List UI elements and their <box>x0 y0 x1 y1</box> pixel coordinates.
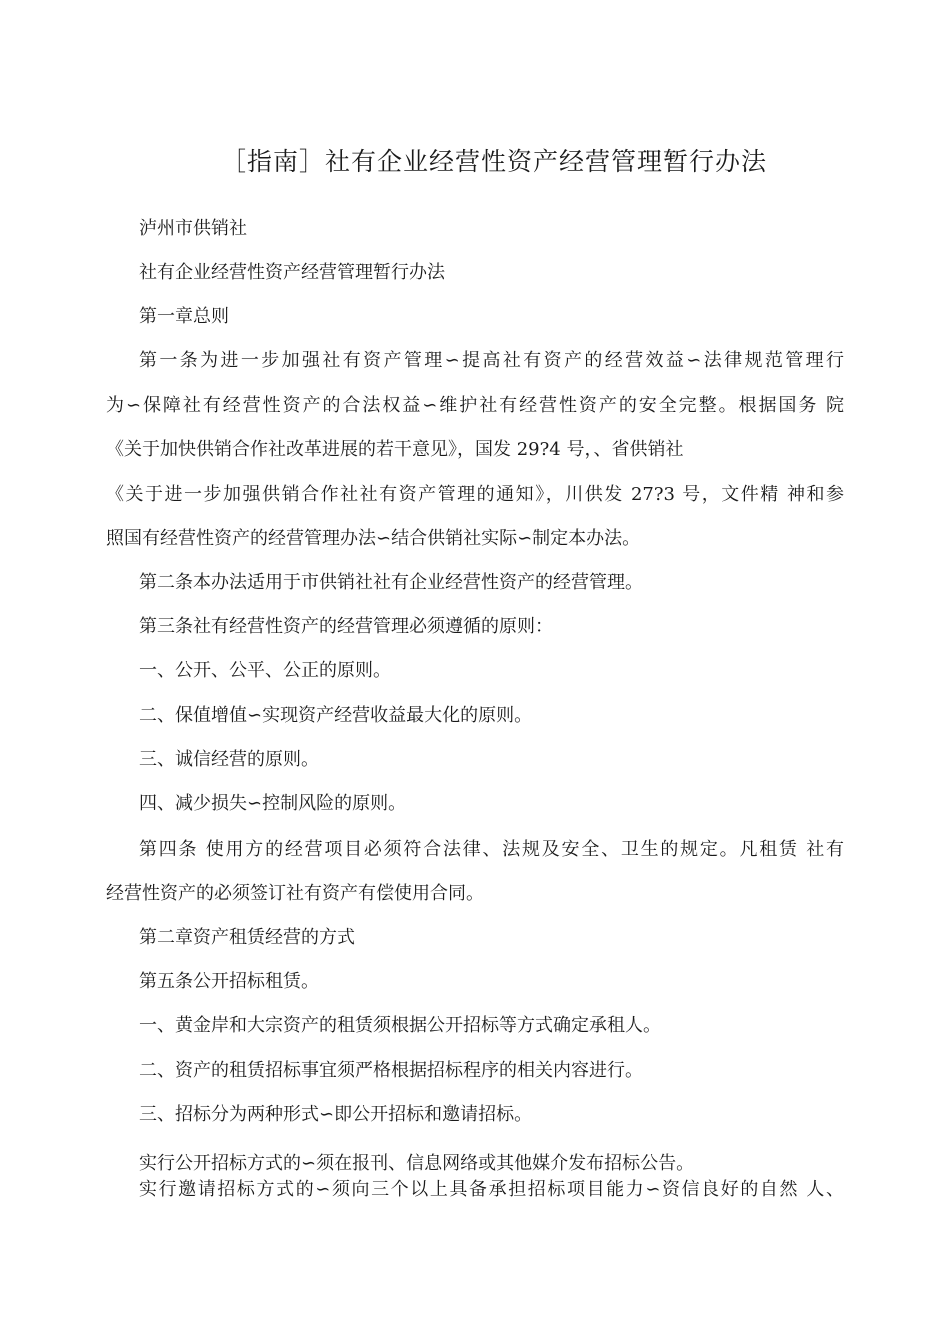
paragraph-line: 《关于加快供销合作社改革进展的若干意见》，国发 29?4 号，、省供销社 <box>106 439 684 460</box>
chapter-heading: 第二章资产租赁经营的方式 <box>139 927 355 948</box>
list-item: 四、减少损失∽控制风险的原则。 <box>139 793 407 814</box>
list-item: 一、黄金岸和大宗资产的租赁须根据公开招标等方式确定承租人。 <box>139 1015 661 1036</box>
paragraph-line: 照国有经营性资产的经营管理办法∽结合供销社实际∽制定本办法。 <box>106 528 641 549</box>
paragraph-line: 第三条社有经营性资产的经营管理必须遵循的原则： <box>139 616 553 637</box>
list-item: 一、公开、公平、公正的原则。 <box>139 660 391 681</box>
list-item: 三、诚信经营的原则。 <box>139 749 319 770</box>
paragraph-line: 经营性资产的必须签订社有资产有偿使用合同。 <box>106 883 484 904</box>
paragraph-line: 第二条本办法适用于市供销社社有企业经营性资产的经营管理。 <box>139 572 643 593</box>
list-item: 二、保值增值∽实现资产经营收益最大化的原则。 <box>139 705 533 726</box>
paragraph-line: 实行邀请招标方式的∽须向三个以上具备承担招标项目能力∽资信良好的自然 人、 <box>139 1179 844 1200</box>
paragraph-line: 第一条为进一步加强社有资产管理∽提高社有资产的经营效益∽法律规范管理行 <box>139 350 844 371</box>
paragraph-line: 实行公开招标方式的∽须在报刊、信息网络或其他媒介发布招标公告。 <box>139 1153 695 1174</box>
paragraph-line: 第五条公开招标租赁。 <box>139 971 319 992</box>
paragraph-line: 第四条 使用方的经营项目必须符合法律、法规及安全、卫生的规定。凡租赁 社有 <box>139 839 844 860</box>
paragraph-line: 为∽保障社有经营性资产的合法权益∽维护社有经营性资产的安全完整。根据国务 院 <box>106 395 844 416</box>
paragraph-line: 《关于进一步加强供销合作社社有资产管理的通知》，川供发 27?3 号，文件精 神和参 <box>106 484 844 505</box>
paragraph-line: 泸州市供销社 <box>139 218 247 239</box>
list-item: 二、资产的租赁招标事宜须严格根据招标程序的相关内容进行。 <box>139 1060 643 1081</box>
list-item: 三、招标分为两种形式∽即公开招标和邀请招标。 <box>139 1104 533 1125</box>
document-title: ［指南］社有企业经营性资产经营管理暂行办法 <box>220 147 767 176</box>
chapter-heading: 第一章总则 <box>139 306 229 327</box>
paragraph-line: 社有企业经营性资产经营管理暂行办法 <box>139 262 445 283</box>
